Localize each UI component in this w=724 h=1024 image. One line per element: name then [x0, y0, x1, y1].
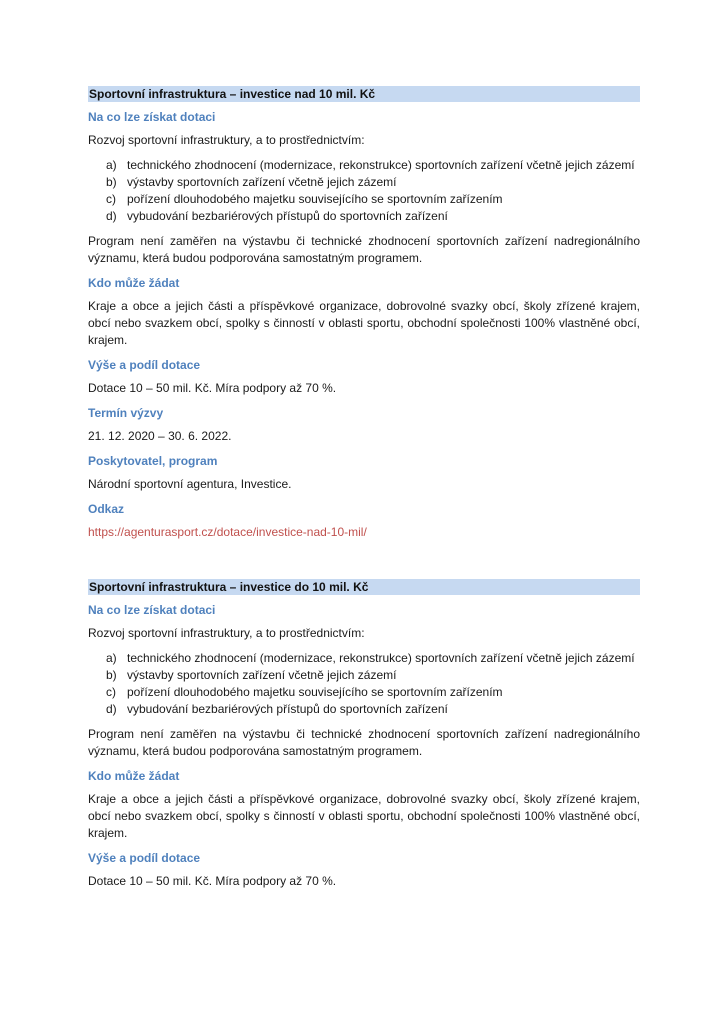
list-item-text: technického zhodnocení (modernizace, rekonstrukce) sportovních zařízení včetně jejich zázemí [127, 651, 635, 665]
section-investice-do-10-mil [88, 579, 640, 890]
list-marker: c) [106, 685, 116, 699]
section-title: Sportovní infrastruktura – investice nad 10 mil. Kč [88, 86, 640, 102]
heading-amount: Výše a podíl dotace [88, 851, 201, 865]
list-marker: a) [106, 651, 117, 665]
list-item-text: pořízení dlouhodobého majetku souvisejícího se sportovním zařízením [127, 192, 503, 206]
subsidy-amount: Dotace 10 – 50 mil. Kč. Míra podpory až 70 %. [88, 874, 337, 888]
list-item-text: výstavby sportovních zařízení včetně jejich zázemí [127, 175, 397, 189]
program-note: Program není zaměřen na výstavbu či technické zhodnocení sportovních zařízení nadregionálního významu, která budou podporována samostatným programem. [88, 234, 640, 265]
program-link[interactable]: https://agenturasport.cz/dotace/investice-nad-10-mil/ [88, 525, 367, 539]
list-item-text: vybudování bezbariérových přístupů do sportovních zařízení [127, 702, 448, 716]
list-item-text: výstavby sportovních zařízení včetně jejich zázemí [127, 668, 397, 682]
heading-who: Kdo může žádat [88, 769, 180, 783]
intro-text: Rozvoj sportovní infrastruktury, a to prostřednictvím: [88, 133, 365, 147]
provider-program: Národní sportovní agentura, Investice. [88, 477, 292, 491]
list-item-text: technického zhodnocení (modernizace, rekonstrukce) sportovních zařízení včetně jejich zázemí [127, 158, 635, 172]
list-item [88, 667, 640, 684]
list-item [88, 174, 640, 191]
heading-who: Kdo může žádat [88, 276, 180, 290]
eligible-applicants: Kraje a obce a jejich části a příspěvkové organizace, dobrovolné svazky obcí, školy zřízené krajem, obcí nebo svazkem obcí, spolky s činností v oblasti sportu, obchodní společnosti 100% vlastněné obcí, krajem. [88, 792, 640, 840]
list-item [88, 701, 640, 718]
program-note: Program není zaměřen na výstavbu či technické zhodnocení sportovních zařízení nadregionálního významu, která budou podporována samostatným programem. [88, 727, 640, 758]
heading-amount: Výše a podíl dotace [88, 358, 201, 372]
heading-provider: Poskytovatel, program [88, 454, 218, 468]
list-item [88, 684, 640, 701]
list-item [88, 191, 640, 208]
heading-link: Odkaz [88, 502, 125, 516]
list-marker: d) [106, 209, 117, 223]
list-item [88, 208, 640, 225]
section-title: Sportovní infrastruktura – investice do 10 mil. Kč [88, 579, 640, 595]
list-item-text: pořízení dlouhodobého majetku souvisejícího se sportovním zařízením [127, 685, 503, 699]
document-page [88, 86, 640, 898]
heading-what: Na co lze získat dotaci [88, 110, 216, 124]
purpose-list [88, 157, 640, 225]
list-item [88, 157, 640, 174]
intro-text: Rozvoj sportovní infrastruktury, a to prostřednictvím: [88, 626, 365, 640]
list-marker: d) [106, 702, 117, 716]
section-investice-nad-10-mil [88, 86, 640, 541]
call-deadline: 21. 12. 2020 – 30. 6. 2022. [88, 429, 232, 443]
list-marker: c) [106, 192, 116, 206]
heading-deadline: Termín výzvy [88, 406, 164, 420]
list-marker: a) [106, 158, 117, 172]
list-marker: b) [106, 668, 117, 682]
list-marker: b) [106, 175, 117, 189]
purpose-list [88, 650, 640, 718]
eligible-applicants: Kraje a obce a jejich části a příspěvkové organizace, dobrovolné svazky obcí, školy zřízené krajem, obcí nebo svazkem obcí, spolky s činností v oblasti sportu, obchodní společnosti 100% vlastněné obcí, krajem. [88, 299, 640, 347]
list-item-text: vybudování bezbariérových přístupů do sportovních zařízení [127, 209, 448, 223]
subsidy-amount: Dotace 10 – 50 mil. Kč. Míra podpory až 70 %. [88, 381, 337, 395]
heading-what: Na co lze získat dotaci [88, 603, 216, 617]
list-item [88, 650, 640, 667]
